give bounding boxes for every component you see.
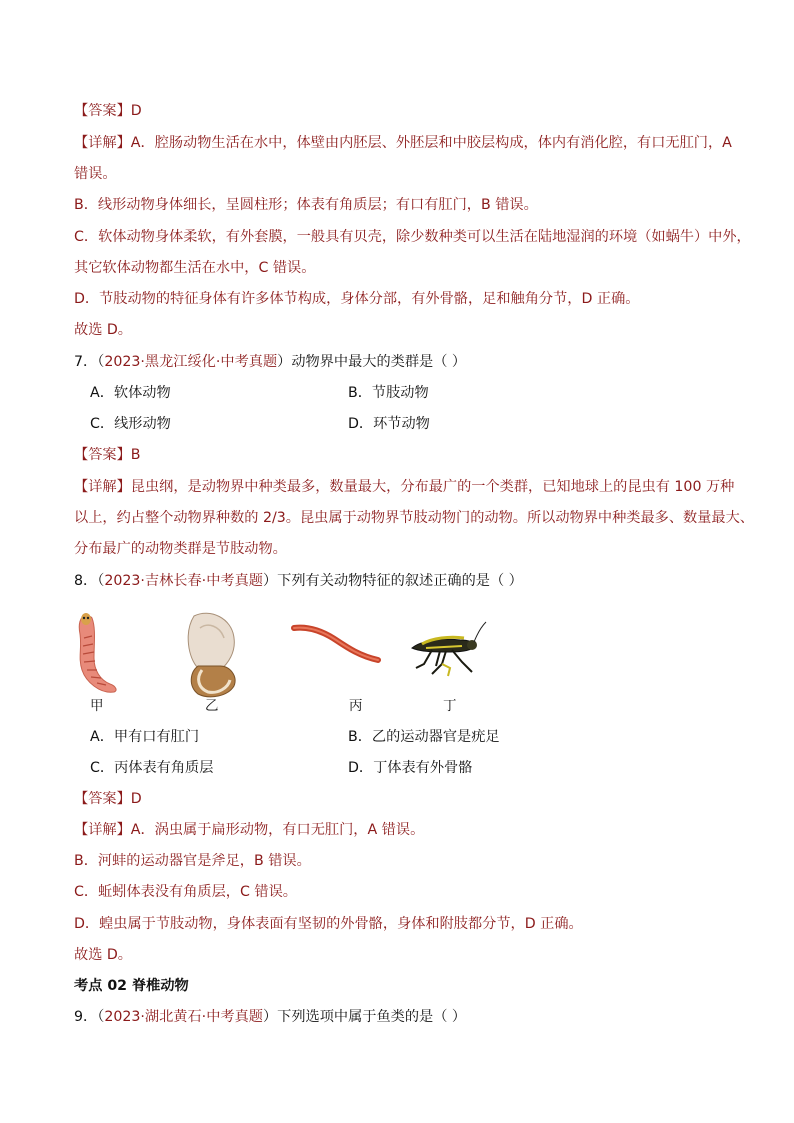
q7-source: 2023·黑龙江绥化·中考真题	[104, 354, 278, 370]
detail-tag: 【详解】	[74, 135, 131, 151]
label-jia: 甲	[90, 698, 104, 714]
q6-detail-b: B．线形动物身体细长，呈圆柱形；体表有角质层；有口有肛门，B 错误。	[74, 197, 538, 213]
q6-detail-d: D．节肢动物的特征身体有许多体节构成，身体分部，有外骨骼，足和触角分节，D 正确。	[74, 291, 640, 307]
q8-answer-line: 【答案】D	[74, 791, 142, 807]
answer-value: D	[130, 791, 142, 807]
grasshopper-image	[402, 618, 488, 680]
q6-answer-line	[74, 101, 142, 121]
q7-detail-line-2: 以上，约占整个动物界种数的 2/3。昆虫属于动物界节肢动物门的动物。所以动物界中种类最多、数量最大、	[74, 510, 754, 526]
q6-detail-c-1: C．软体动物身体柔软，有外套膜，一般具有贝壳，除少数种类可以生活在陆地湿润的环境（如蜗牛）中外，	[74, 229, 751, 245]
q7-stem: 7．（2023·黑龙江绥化·中考真题）动物界中最大的类群是（ ）	[74, 354, 467, 370]
q7-answer-line: 【答案】B	[74, 447, 141, 463]
q6-detail-line-2: 错误。	[74, 166, 117, 182]
q8-option-b: B．乙的运动器官是疣足	[348, 729, 500, 745]
q7-option-a: A．软体动物	[90, 385, 171, 401]
q7-option-c: C．线形动物	[90, 416, 171, 432]
clam-image	[180, 608, 242, 700]
q8-source: 2023·吉林长春·中考真题	[104, 573, 263, 589]
q7-option-b: B．节肢动物	[348, 385, 429, 401]
label-bing: 丙	[349, 698, 363, 714]
answer-value: B	[130, 447, 141, 463]
planarian-image	[70, 608, 122, 698]
section-title: 考点 02 脊椎动物	[74, 978, 189, 994]
answer-tag: 【答案】	[74, 103, 131, 119]
label-ding: 丁	[443, 698, 457, 714]
q9-stem: 9．（2023·湖北黄石·中考真题）下列选项中属于鱼类的是（ ）	[74, 1009, 467, 1025]
q8-detail-d: D．蝗虫属于节肢动物，身体表面有坚韧的外骨骼，身体和附肢都分节，D 正确。	[74, 916, 583, 932]
earthworm-image	[290, 622, 382, 668]
q8-stem: 8．（2023·吉林长春·中考真题）下列有关动物特征的叙述正确的是（ ）	[74, 573, 523, 589]
q7-option-d: D．环节动物	[348, 416, 430, 432]
q8-detail-b: B．河蚌的运动器官是斧足，B 错误。	[74, 853, 311, 869]
answer-value: D	[130, 103, 142, 119]
label-yi: 乙	[205, 698, 219, 714]
q8-conclusion: 故选 D。	[74, 947, 132, 963]
q8-option-d: D．丁体表有外骨骼	[348, 760, 473, 776]
q8-option-c: C．丙体表有角质层	[90, 760, 214, 776]
q6-conclusion: 故选 D。	[74, 322, 132, 338]
q6-detail-line-1: 【详解】A．腔肠动物生活在水中，体壁由内胚层、外胚层和中胶层构成，体内有消化腔，有口无肛门，A	[74, 135, 732, 151]
q8-option-a: A．甲有口有肛门	[90, 729, 200, 745]
q7-detail-line-3: 分布最广的动物类群是节肢动物。	[74, 541, 287, 557]
q7-detail-line-1: 【详解】昆虫纲，是动物界中种类最多，数量最大，分布最广的一个类群，已知地球上的昆虫有 100 万种	[74, 479, 735, 495]
q8-detail-a: 【详解】A．涡虫属于扁形动物，有口无肛门，A 错误。	[74, 822, 425, 838]
q6-detail-c-2: 其它软体动物都生活在水中，C 错误。	[74, 260, 316, 276]
q9-source: 2023·湖北黄石·中考真题	[104, 1009, 263, 1025]
q8-detail-c: C．蚯蚓体表没有角质层，C 错误。	[74, 884, 297, 900]
